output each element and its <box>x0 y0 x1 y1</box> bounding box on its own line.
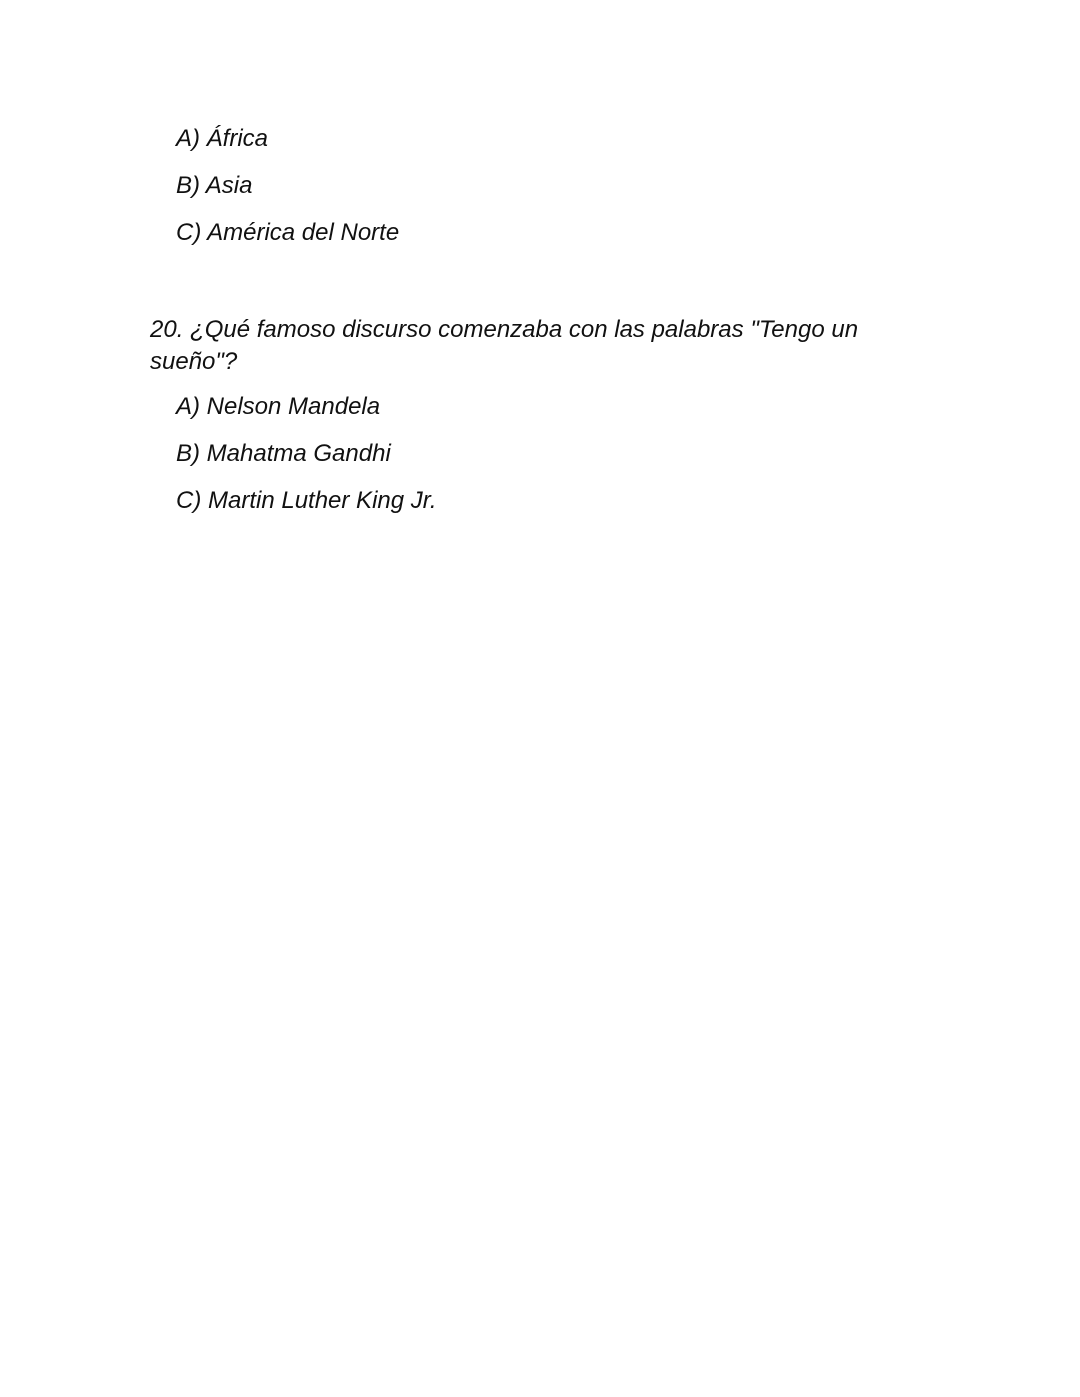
option-c: C) Martin Luther King Jr. <box>176 487 437 514</box>
option-c: C) América del Norte <box>176 219 400 246</box>
question-20-options <box>176 395 437 536</box>
option-b: B) Mahatma Gandhi <box>176 440 391 467</box>
question-20-text: 20. ¿Qué famoso discurso comenzaba con las palabras "Tengo un sueño"? <box>150 316 859 375</box>
option-a: A) Nelson Mandela <box>176 393 381 420</box>
option-a: A) África <box>176 125 269 152</box>
option-b: B) Asia <box>176 172 253 199</box>
previous-question-options <box>176 127 399 268</box>
